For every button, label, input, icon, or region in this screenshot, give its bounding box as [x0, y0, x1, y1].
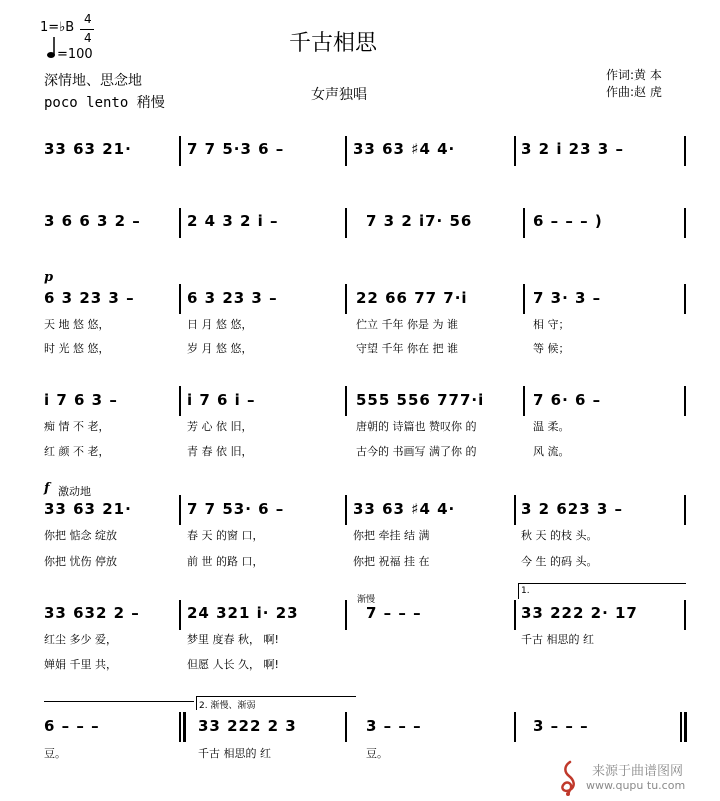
- volta-bracket: [518, 583, 686, 584]
- composer: 作曲:赵 虎: [606, 85, 662, 99]
- barline: [179, 600, 181, 630]
- barline: [345, 284, 347, 314]
- measure: 7 7 5·3 6 –: [187, 140, 285, 158]
- barline: [684, 600, 686, 630]
- lyric: 豆。: [366, 747, 388, 760]
- expression-mark: 激动地: [58, 485, 91, 498]
- lyric: 你把 惦念 绽放: [44, 529, 117, 542]
- barline: [345, 386, 347, 416]
- final-barline-thick: [684, 712, 687, 742]
- watermark-url: www.qupu tu.com: [586, 779, 686, 792]
- lyric: 前 世 的路 口，: [187, 555, 264, 568]
- barline: [523, 386, 525, 416]
- lyric: 婵娟 千里 共，: [44, 658, 117, 671]
- expression-cn: 深情地、思念地: [44, 73, 142, 89]
- measure: 555 556 777·i: [356, 391, 485, 409]
- measure: 33 632 2 –: [44, 604, 140, 622]
- measure: 33 63 ♯4 4·: [353, 140, 456, 158]
- measure: 7 – – –: [366, 604, 422, 622]
- quarter-note-icon: [46, 36, 56, 64]
- measure: 2 4 3 2 i –: [187, 212, 279, 230]
- measure: 6 – – –: [44, 717, 100, 735]
- lyric: 红尘 多少 爱，: [44, 633, 117, 646]
- lyric: 今 生 的码 头。: [521, 555, 598, 568]
- lyric: 你把 忧伤 停放: [44, 555, 117, 568]
- barline: [179, 136, 181, 166]
- barline: [179, 208, 181, 238]
- barline: [684, 208, 686, 238]
- page-title: 千古相思: [289, 31, 378, 56]
- expression-it: poco lento 稍慢: [44, 95, 165, 111]
- final-barline: [680, 712, 682, 742]
- tempo: =100: [57, 47, 93, 62]
- lyricist: 作词:黄 本: [606, 68, 662, 82]
- barline: [345, 208, 347, 238]
- lyric: 痴 情 不 老，: [44, 420, 110, 433]
- measure: 3 – – –: [533, 717, 589, 735]
- barline: [684, 284, 686, 314]
- barline: [179, 386, 181, 416]
- barline: [345, 712, 347, 742]
- measure: 33 63 ♯4 4·: [353, 500, 456, 518]
- barline: [514, 600, 516, 630]
- barline: [179, 495, 181, 525]
- lyric: 千古 相思的 红: [521, 633, 594, 646]
- lyric: 古今的 书画写 满了你 的: [356, 445, 477, 458]
- lyric: 千古 相思的 红: [198, 747, 271, 760]
- watermark-title: 来源于曲谱图网: [592, 764, 684, 779]
- measure: 3 2 i 23 3 –: [521, 140, 624, 158]
- lyric: 风 流。: [533, 445, 570, 458]
- lyric: 相 守；: [533, 318, 570, 331]
- measure: 3 – – –: [366, 717, 422, 735]
- time-sig-bottom: 4: [84, 31, 92, 45]
- treble-clef-icon: [556, 760, 582, 800]
- lyric: 伫立 千年 你是 为 谁: [356, 318, 458, 331]
- lyric: 唐朝的 诗篇也 赞叹你 的: [356, 420, 477, 433]
- lyric: 青 春 依 旧，: [187, 445, 253, 458]
- key-signature: 1=♭B: [40, 20, 75, 35]
- measure: 24 321 i· 23: [187, 604, 299, 622]
- lyric: 芳 心 依 旧，: [187, 420, 253, 433]
- measure: 7 6· 6 –: [533, 391, 602, 409]
- barline: [514, 136, 516, 166]
- dynamic-mark: p: [44, 270, 54, 285]
- measure: 6 3 23 3 –: [187, 289, 278, 307]
- barline-repeat-thick: [183, 712, 186, 742]
- measure: 7 7 53· 6 –: [187, 500, 285, 518]
- measure: 33 222 2· 17: [521, 604, 638, 622]
- barline: [345, 600, 347, 630]
- lyric: 岁 月 悠 悠，: [187, 342, 253, 355]
- measure: 3 6 6 3 2 –: [44, 212, 141, 230]
- volta-bracket-left: [518, 583, 519, 599]
- barline: [523, 284, 525, 314]
- measure: 6 – – – ): [533, 212, 603, 230]
- barline: [684, 386, 686, 416]
- measure: 7 3· 3 –: [533, 289, 602, 307]
- measure: 3 2 623 3 –: [521, 500, 624, 518]
- barline: [179, 284, 181, 314]
- barline: [345, 495, 347, 525]
- barline: [514, 712, 516, 742]
- lyric: 守望 千年 你在 把 谁: [356, 342, 458, 355]
- measure: 33 63 21·: [44, 500, 132, 518]
- barline-repeat: [179, 712, 181, 742]
- lyric: 时 光 悠 悠，: [44, 342, 110, 355]
- measure: 33 63 21·: [44, 140, 132, 158]
- measure: 6 3 23 3 –: [44, 289, 135, 307]
- barline: [523, 208, 525, 238]
- lyric: 梦里 度春 秋， 啊!: [187, 633, 279, 646]
- lyric: 秋 天 的枝 头。: [521, 529, 598, 542]
- lyric: 红 颜 不 老，: [44, 445, 110, 458]
- lyric: 等 候；: [533, 342, 570, 355]
- time-sig-top: 4: [84, 12, 92, 26]
- lyric: 你把 牵挂 结 满: [353, 529, 430, 542]
- volta-label: 2. 渐慢、渐弱: [199, 701, 256, 711]
- barline: [345, 136, 347, 166]
- measure: i 7 6 3 –: [44, 391, 118, 409]
- volta-bracket-left: [196, 696, 197, 710]
- measure: 7 3 2 i7· 56: [366, 212, 473, 230]
- lyric: 天 地 悠 悠，: [44, 318, 110, 331]
- volta-label: 1.: [521, 586, 530, 596]
- performance: 女声独唱: [311, 87, 367, 103]
- lyric: 春 天 的窗 口，: [187, 529, 264, 542]
- ritardando-mark: 渐慢: [357, 595, 376, 605]
- volta-bracket: [196, 696, 356, 697]
- lyric: 豆。: [44, 747, 66, 760]
- volta-1-continuation: [44, 701, 194, 702]
- measure: 33 222 2 3: [198, 717, 297, 735]
- barline: [684, 495, 686, 525]
- dynamic-mark: f: [44, 481, 50, 496]
- barline: [514, 495, 516, 525]
- measure: i 7 6 i –: [187, 391, 256, 409]
- lyric: 你把 祝福 挂 在: [353, 555, 430, 568]
- lyric: 日 月 悠 悠，: [187, 318, 253, 331]
- lyric: 但愿 人长 久， 啊!: [187, 658, 279, 671]
- barline: [684, 136, 686, 166]
- time-sig-line: [80, 29, 94, 30]
- measure: 22 66 77 7·i: [356, 289, 468, 307]
- lyric: 温 柔。: [533, 420, 570, 433]
